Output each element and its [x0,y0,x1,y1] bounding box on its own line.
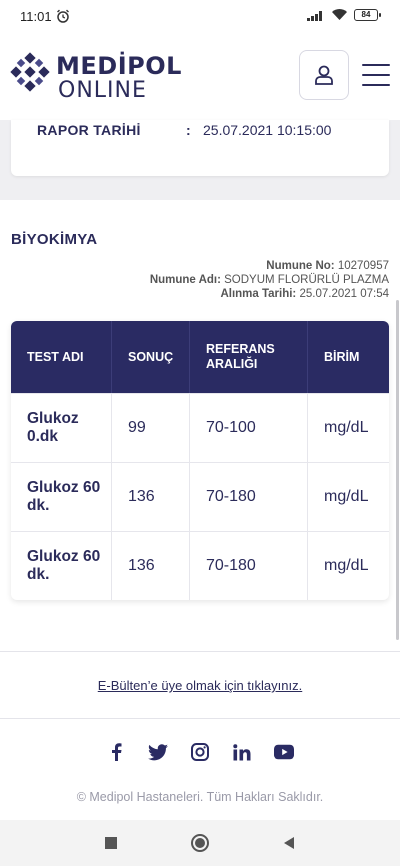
menu-bar [362,84,390,86]
test-name: Glukoz 60 dk. [11,532,112,600]
results-table [11,321,389,600]
col-result: SONUÇ [112,321,190,393]
test-name: Glukoz 0.dk [11,394,112,462]
sample-meta [150,259,389,301]
signal-icon [307,9,325,21]
collection-date-label: Alınma Tarihi: [220,288,297,300]
back-icon[interactable] [282,836,296,850]
alarm-icon [56,9,70,23]
home-icon[interactable] [190,833,210,853]
facebook-icon[interactable] [106,742,126,762]
test-unit: mg/dL [324,488,369,505]
newsletter-link[interactable]: E-Bülten’e üye olmak için tıklayınız. [97,678,303,693]
report-date-value: 25.07.2021 10:15:00 [203,122,332,138]
user-account-button[interactable] [299,50,349,100]
test-reference: 70-180 [190,532,308,600]
collection-date: 25.07.2021 07:54 [299,288,389,300]
test-result: 136 [112,532,190,600]
copyright-text: © Medipol Hastaneleri. Tüm Hakları Saklıdır. [76,790,324,804]
brand-name: MEDİPOL [56,52,182,80]
test-unit: mg/dL [324,419,369,436]
status-bar [0,0,400,34]
sample-name-label: Numune Adı: [149,274,221,286]
test-name: Glukoz 60 dk. [11,463,112,531]
menu-bar [362,64,390,66]
col-test-name: TEST ADI [11,321,112,393]
table-row [11,393,389,462]
scrollbar[interactable] [396,300,399,640]
col-unit: BİRİM [324,349,360,364]
status-time: 11:01 [20,9,52,24]
table-row [11,531,389,600]
test-result: 136 [112,463,190,531]
linkedin-icon[interactable] [232,742,252,762]
social-links [0,742,400,762]
footer-divider [0,651,400,652]
system-nav-bar [0,820,400,866]
battery-icon: 84 [354,9,378,21]
footer-divider [0,718,400,719]
sample-name: SODYUM FLORÜRLÜ PLAZMA [224,274,389,286]
brand-subtitle: ONLINE [58,78,147,103]
section-title: BİYOKİMYA [11,231,98,248]
test-result: 99 [112,394,190,462]
medipol-logo-icon[interactable] [10,52,50,92]
app-header [0,34,400,120]
sample-no: 10270957 [337,260,389,272]
table-header [11,321,389,393]
test-reference: 70-100 [190,394,308,462]
hamburger-menu-button[interactable] [362,64,390,86]
test-unit: mg/dL [324,557,369,574]
menu-bar [362,74,390,76]
report-info-card [11,120,389,176]
instagram-icon[interactable] [190,742,210,762]
table-row [11,462,389,531]
report-date-label: RAPOR TARİHİ [37,122,141,138]
youtube-icon[interactable] [274,742,294,762]
test-reference: 70-180 [190,463,308,531]
sample-no-label: Numune No: [266,260,335,272]
report-date-colon: : [186,122,191,138]
col-reference-range: REFERANS ARALIĞI [190,321,308,393]
wifi-icon [331,8,348,21]
recents-icon[interactable] [104,836,118,850]
twitter-icon[interactable] [148,742,168,762]
user-icon [313,64,335,86]
